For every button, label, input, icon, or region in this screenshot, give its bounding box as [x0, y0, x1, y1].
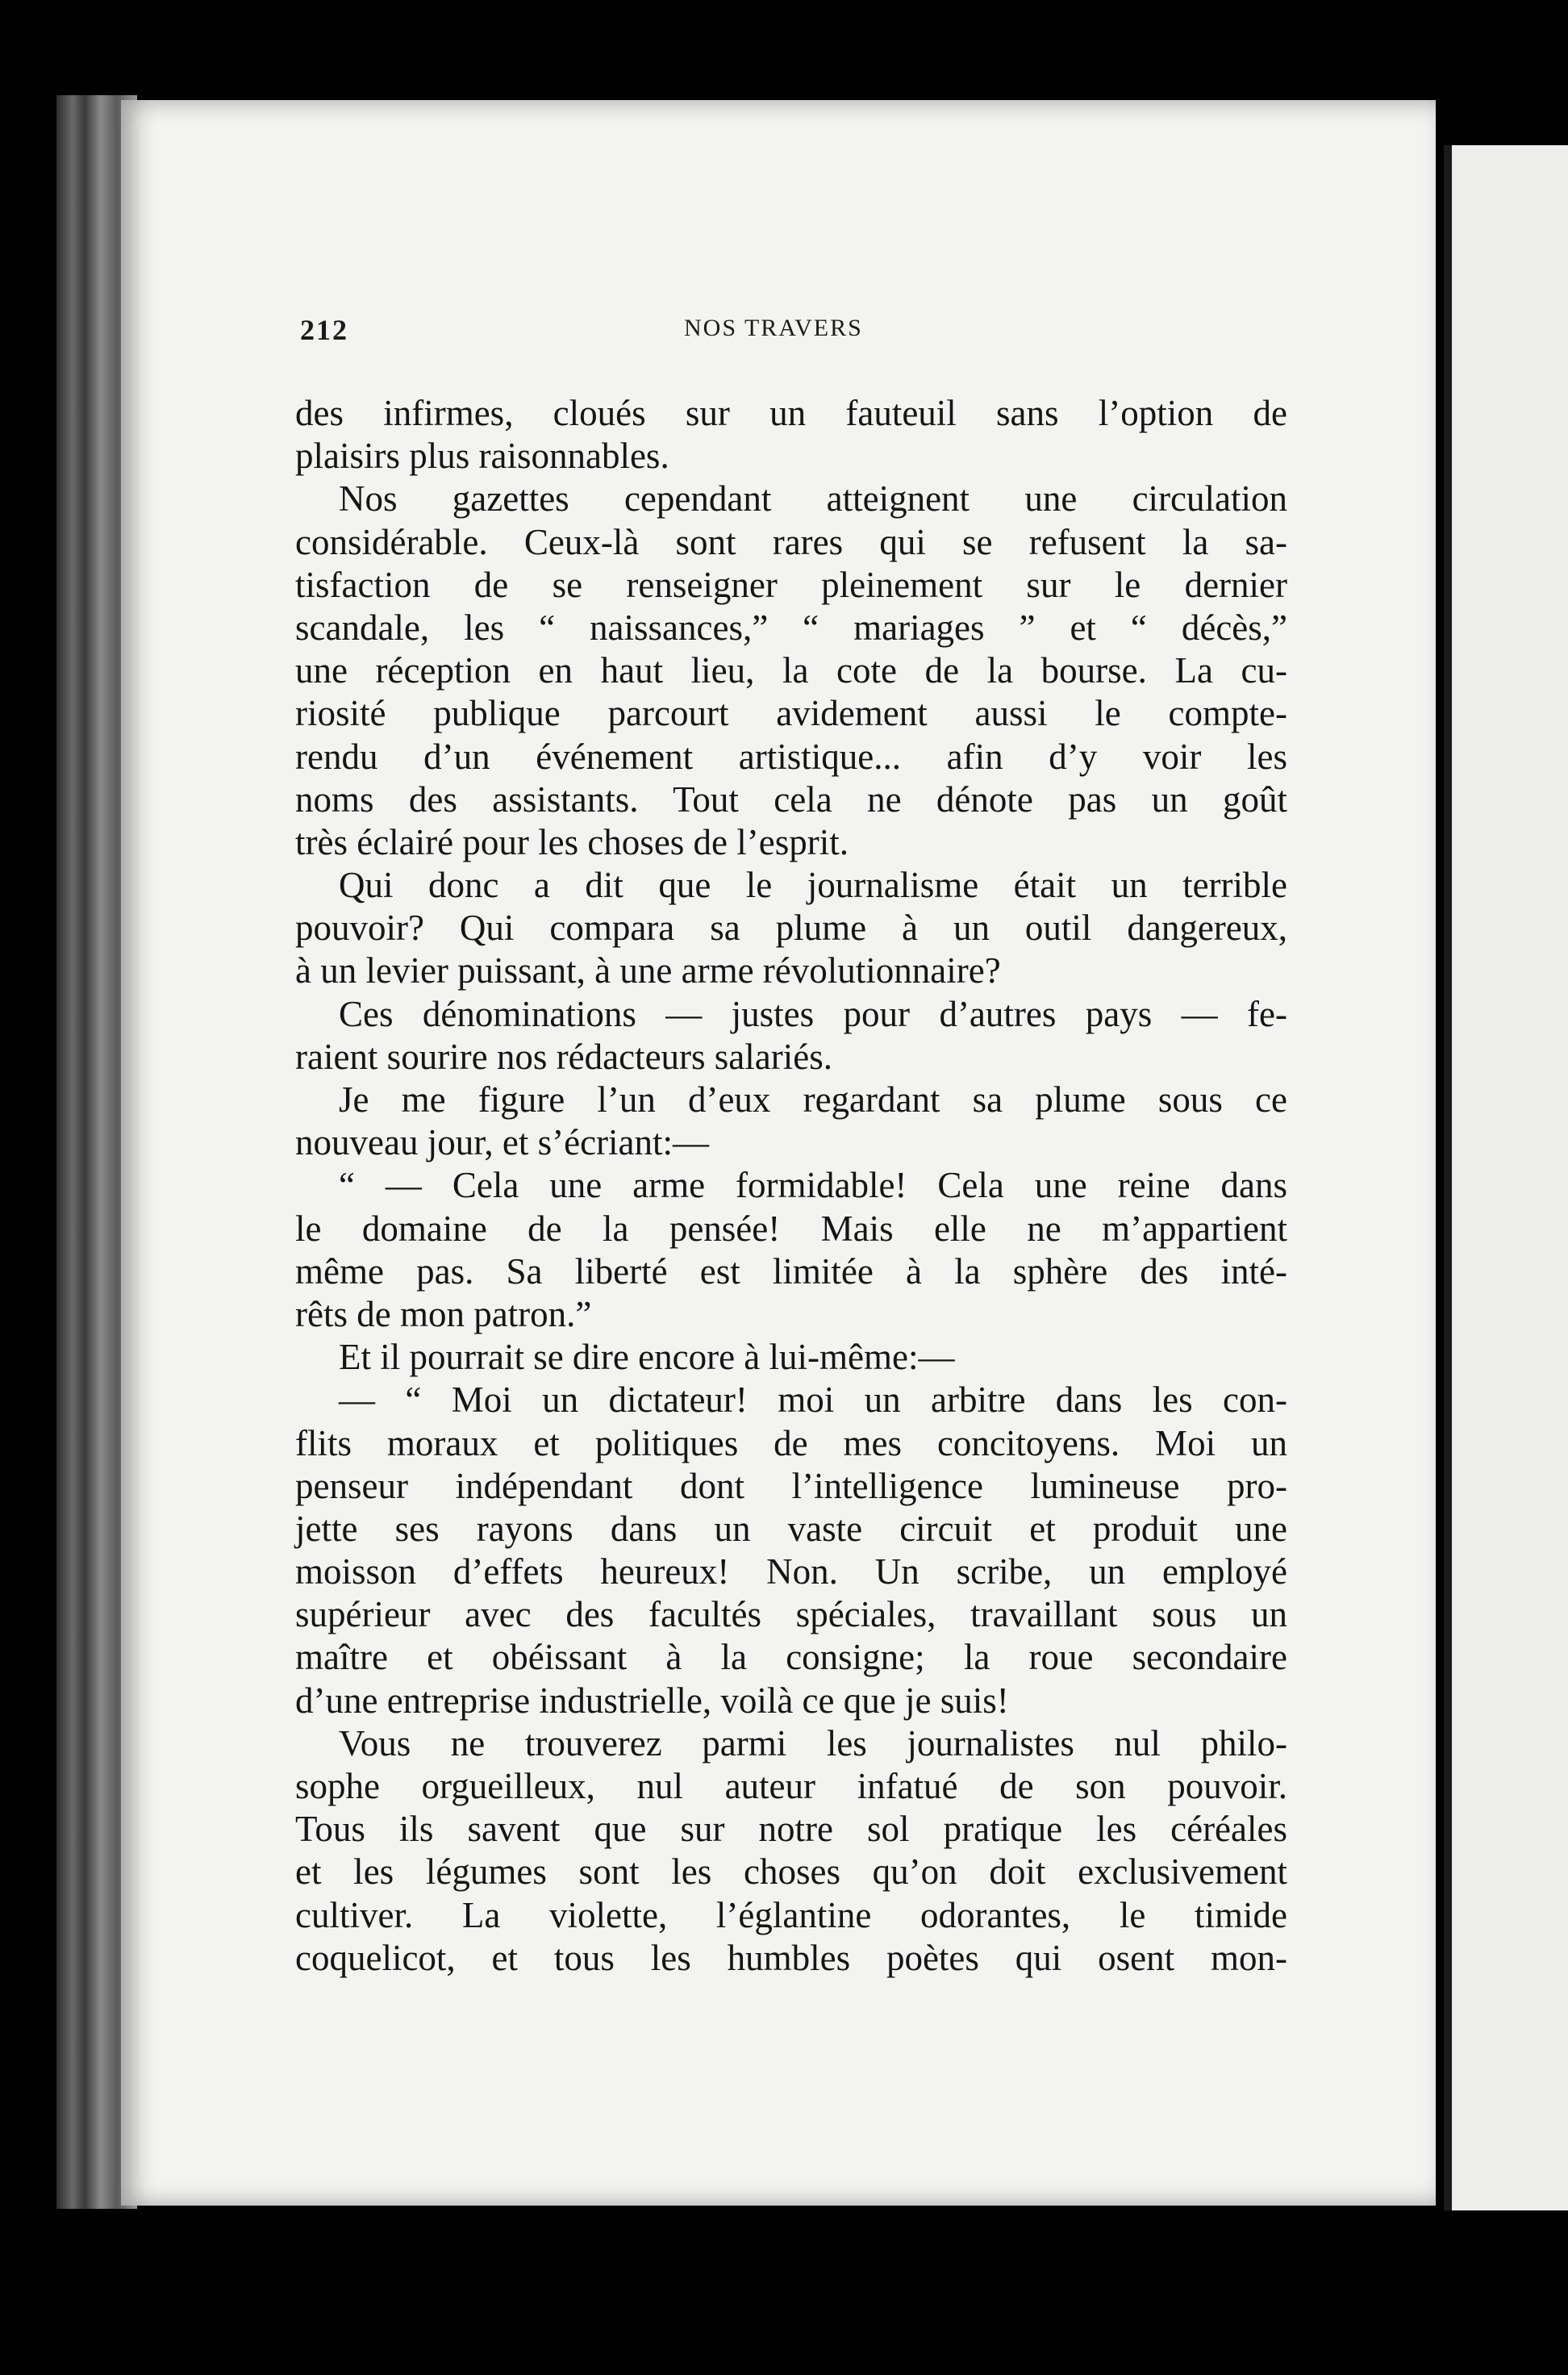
text-line: considérable. Ceux-là sont rares qui se refusent la sa-	[295, 521, 1287, 562]
text-line: scandale, les “ naissances,” “ mariages ” et “ décès,”	[295, 607, 1287, 648]
text-line: sophe orgueilleux, nul auteur infatué de son pouvoir.	[295, 1766, 1287, 1806]
running-head	[0, 313, 1568, 361]
body-text	[295, 392, 1287, 1980]
text-line: pouvoir? Qui compara sa plume à un outil dangereux,	[295, 908, 1287, 949]
text-line: penseur indépendant dont l’intelligence lumineuse pro-	[295, 1465, 1287, 1506]
text-line: Et il pourrait se dire encore à lui-même:—	[339, 1337, 955, 1378]
text-line: tisfaction de se renseigner pleinement sur le dernier	[295, 564, 1287, 605]
text-line: plaisirs plus raisonnables.	[295, 436, 669, 477]
text-line: et les légumes sont les choses qu’on doit exclusivement	[295, 1851, 1287, 1893]
text-line: jette ses rayons dans un vaste circuit et produit une	[295, 1508, 1287, 1549]
text-line: des infirmes, cloués sur un fauteuil sans l’option de	[295, 393, 1287, 433]
text-line: raient sourire nos rédacteurs salariés.	[295, 1036, 832, 1077]
text-line: une réception en haut lieu, la cote de la bourse. La cu-	[295, 650, 1287, 691]
text-line: “ — Cela une arme formidable! Cela une reine dans	[339, 1165, 1287, 1206]
text-line: rêts de mon patron.”	[295, 1293, 592, 1334]
text-line: flits moraux et politiques de mes concitoyens. Moi un	[295, 1422, 1287, 1463]
text-line: le domaine de la pensée! Mais elle ne m’appartient	[295, 1208, 1287, 1249]
text-line: coquelicot, et tous les humbles poètes qui osent mon-	[295, 1937, 1287, 1978]
text-line: moisson d’effets heureux! Non. Un scribe, un employé	[295, 1551, 1287, 1592]
text-line: Qui donc a dit que le journalisme était un terrible	[339, 865, 1287, 906]
running-title: NOS TRAVERS	[684, 315, 863, 341]
text-line: Tous ils savent que sur notre sol pratique les céréales	[295, 1809, 1287, 1850]
text-line: Nos gazettes cependant atteignent une circulation	[339, 478, 1287, 520]
text-line: nouveau jour, et s’écriant:—	[295, 1122, 710, 1163]
text-line: noms des assistants. Tout cela ne dénote pas un goût	[295, 778, 1287, 820]
text-line: d’une entreprise industrielle, voilà ce que je suis!	[295, 1680, 1009, 1721]
text-line: Ces dénominations — justes pour d’autres pays — fe-	[339, 993, 1287, 1034]
text-line: à un levier puissant, à une arme révolutionnaire?	[295, 950, 1001, 991]
text-line: supérieur avec des facultés spéciales, travaillant sous un	[295, 1594, 1287, 1635]
text-line: maître et obéissant à la consigne; la roue secondaire	[295, 1637, 1287, 1678]
text-line: même pas. Sa liberté est limitée à la sphère des inté-	[295, 1250, 1287, 1292]
facing-page-edge	[1444, 145, 1568, 2210]
page-number: 212	[300, 314, 348, 346]
text-line: très éclairé pour les choses de l’esprit.	[295, 821, 849, 862]
text-line: rendu d’un événement artistique... afin d’y voir les	[295, 736, 1287, 777]
text-line: Je me figure l’un d’eux regardant sa plume sous ce	[339, 1079, 1287, 1120]
text-line: — “ Moi un dictateur! moi un arbitre dans les con-	[339, 1380, 1287, 1421]
text-line: riosité publique parcourt avidement aussi le compte-	[295, 693, 1287, 734]
text-line: Vous ne trouverez parmi les journalistes nul philo-	[339, 1722, 1287, 1764]
text-line: cultiver. La violette, l’églantine odorantes, le timide	[295, 1894, 1287, 1935]
